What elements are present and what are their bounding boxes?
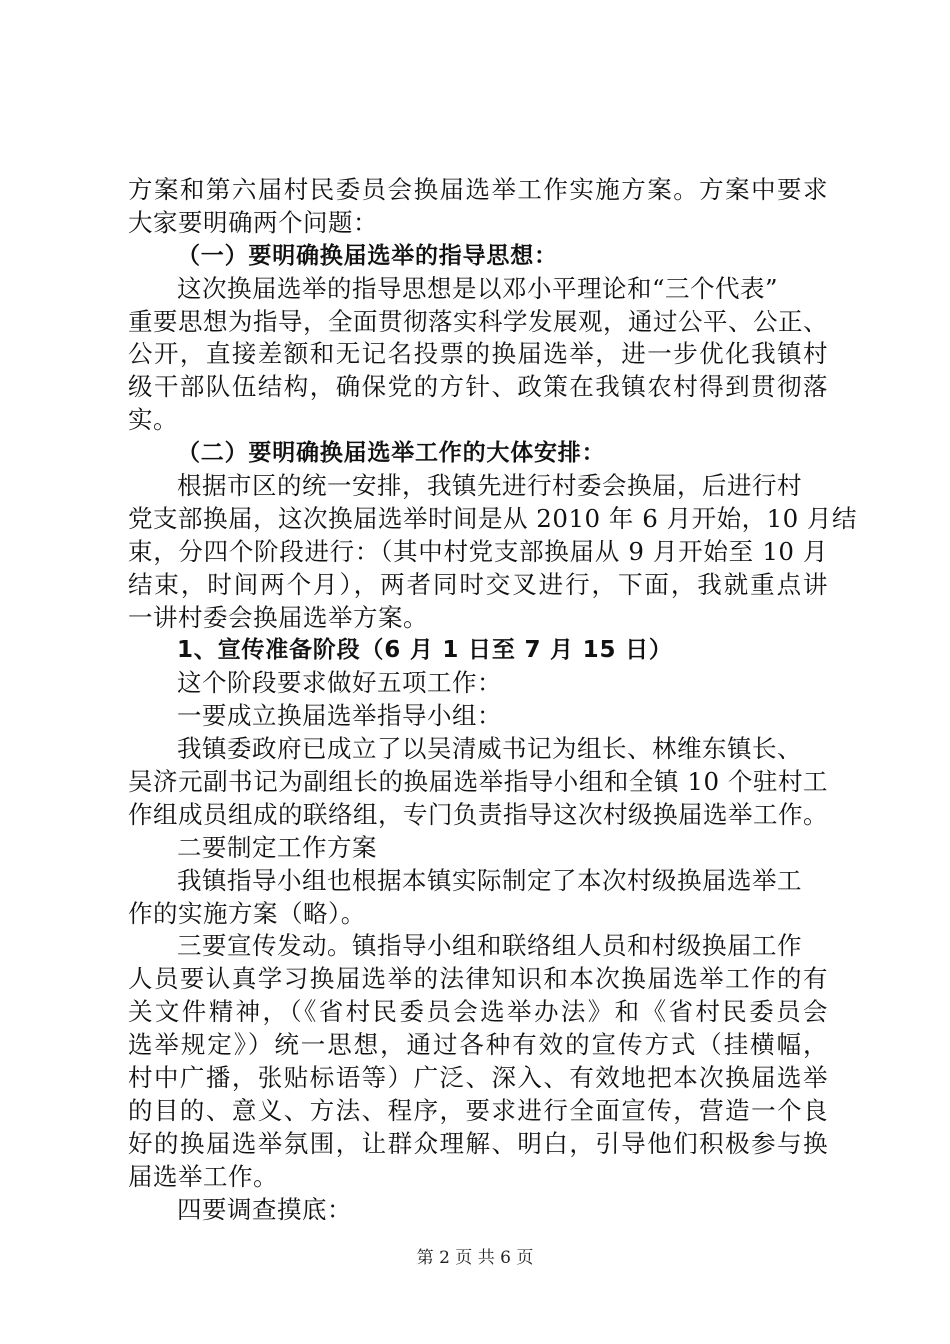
- text-line: 四要调查摸底：: [177, 1194, 352, 1224]
- text-line: 党支部换届，这次换届选举时间是从 2010 年 6 月开始，10 月结: [128, 503, 858, 533]
- text-line: 一要成立换届选举指导小组：: [177, 701, 502, 731]
- text-line: 作的实施方案（略）。: [128, 898, 366, 928]
- text-line: 届选举工作。: [128, 1161, 278, 1191]
- text-line: 根据市区的统一安排，我镇先进行村委会换届，后进行村: [177, 471, 802, 501]
- section-heading: （二）要明确换届选举工作的大体安排：: [177, 440, 606, 467]
- text-line: 人员要认真学习换届选举的法律知识和本次换届选举工作的有: [128, 964, 828, 994]
- text-line: 关文件精神，（《省村民委员会选举办法》和《省村民委员会: [128, 997, 828, 1027]
- text-line: 村中广播，张贴标语等）广泛、深入、有效地把本次换届选举: [128, 1063, 828, 1093]
- text-line: 结束，时间两个月），两者同时交叉进行，下面，我就重点讲: [128, 569, 828, 599]
- text-line: 公开，直接差额和无记名投票的换届选举，进一步优化我镇村: [128, 339, 828, 369]
- text-line: 实。: [128, 405, 178, 435]
- section-heading: （一）要明确换届选举的指导思想：: [177, 242, 558, 269]
- text-line: 大家要明确两个问题：: [128, 207, 378, 237]
- document-body: [128, 174, 858, 1227]
- text-line: 的目的、意义、方法、程序，要求进行全面宣传，营造一个良: [128, 1095, 828, 1125]
- text-line: 束，分四个阶段进行：（其中村党支部换届从 9 月开始至 10 月: [128, 536, 828, 566]
- text-line: 我镇指导小组也根据本镇实际制定了本次村级换届选举工: [177, 865, 802, 895]
- text-line: 这次换届选举的指导思想是以邓小平理论和“三个代表”: [177, 273, 779, 303]
- section-heading: 1、宣传准备阶段（6 月 1 日至 7 月 15 日）: [177, 637, 673, 664]
- text-line: 选举规定》）统一思想，通过各种有效的宣传方式（挂横幅，: [128, 1030, 828, 1060]
- text-line: 一讲村委会换届选举方案。: [128, 602, 428, 632]
- text-line: 作组成员组成的联络组，专门负责指导这次村级换届选举工作。: [128, 799, 828, 829]
- text-line: 我镇委政府已成立了以吴清威书记为组长、林维东镇长、: [177, 734, 802, 764]
- text-line: 吴济元副书记为副组长的换届选举指导小组和全镇 10 个驻村工: [128, 767, 828, 797]
- text-line: 方案和第六届村民委员会换届选举工作实施方案。方案中要求: [128, 175, 828, 204]
- text-line: 三要宣传发动。镇指导小组和联络组人员和村级换届工作: [177, 931, 802, 961]
- text-line: 级干部队伍结构，确保党的方针、政策在我镇农村得到贯彻落: [128, 372, 828, 402]
- page-footer: 第 2 页 共 6 页: [416, 1248, 534, 1268]
- text-line: 二要制定工作方案: [177, 832, 377, 862]
- text-line: 好的换届选举氛围，让群众理解、明白，引导他们积极参与换: [128, 1128, 828, 1158]
- text-line: 重要思想为指导，全面贯彻落实科学发展观，通过公平、公正、: [128, 306, 828, 336]
- text-line: 这个阶段要求做好五项工作：: [177, 668, 502, 698]
